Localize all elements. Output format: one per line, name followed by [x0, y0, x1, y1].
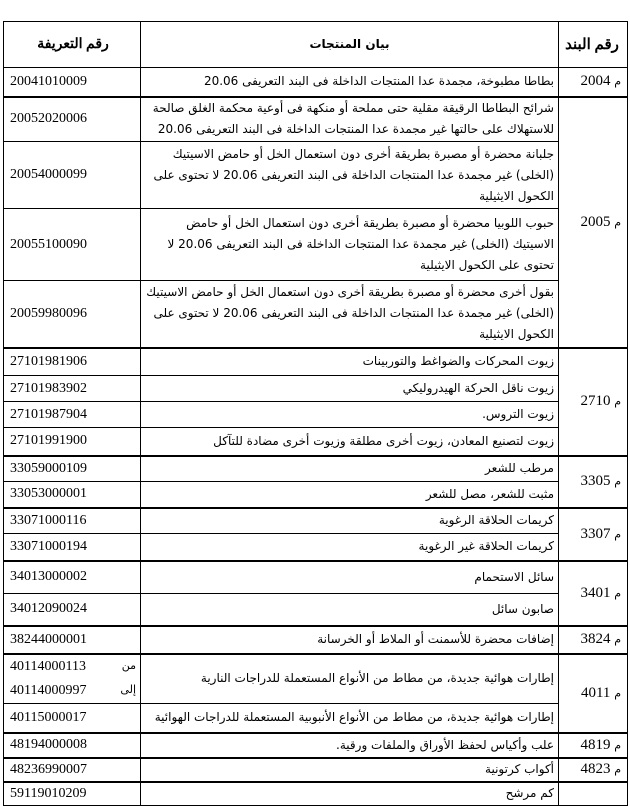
- table-row: [4, 402, 628, 428]
- item-number: [559, 654, 628, 733]
- tariff-code: 20055100090: [4, 209, 141, 281]
- product-description: زيوت ناقل الحركة الهيدروليكي: [141, 376, 559, 402]
- item-number-value: 2710: [580, 393, 611, 409]
- tariff-table: [3, 21, 628, 806]
- table-row: [4, 428, 628, 456]
- tariff-code: 48194000008: [4, 733, 141, 758]
- product-description: صابون سائل: [141, 594, 559, 626]
- item-number-value: 2004: [580, 73, 611, 90]
- table-row: [4, 561, 628, 594]
- table-row: [4, 733, 628, 758]
- table-row: [4, 654, 628, 704]
- item-number-value: 3824: [580, 631, 611, 647]
- tariff-code: 33071000116: [4, 508, 141, 534]
- product-description: إطارات هوائية جديدة، من مطاط من الأنواع الأنبوبية المستعملة للدراجات الهوائية: [141, 704, 559, 733]
- range-to-label: إلى: [120, 682, 136, 696]
- item-number-value: 3305: [580, 473, 611, 489]
- item-prefix: م: [614, 586, 621, 600]
- tariff-code: 34012090024: [4, 594, 141, 626]
- tariff-code: 27101983902: [4, 376, 141, 402]
- table-row: [4, 348, 628, 376]
- item-number: [559, 561, 628, 626]
- item-number: [559, 97, 628, 348]
- item-number: [559, 733, 628, 758]
- tariff-code: 48236990007: [4, 758, 141, 782]
- tariff-code: 33059000109: [4, 456, 141, 482]
- range-from-code: 40114000113: [10, 658, 86, 674]
- tariff-code: 27101981906: [4, 348, 141, 376]
- item-number-value: 4011: [580, 684, 611, 701]
- item-number: [559, 626, 628, 654]
- header-product-description: بيان المنتجات: [141, 22, 559, 68]
- product-description: شرائح البطاطا الرقيقة مقلية حتى مملحة أو منكهة فى أوعية محكمة الغلق صالحة للاستهلاك على حالتها غير مجمدة عدا المنتجات الداخلة فى البند التعريفى 20.06: [141, 97, 559, 142]
- product-description: بقول أخرى محضرة أو مصبرة بطريقة أخرى دون استعمال الخل أو حامض الاسيتيك (الخلى) غير مجمدة عدا المنتجات الداخلة فى البند التعريفى 20.06 لا تحتوى على الكحول الايثيلية: [141, 281, 559, 348]
- item-number: [559, 508, 628, 561]
- item-prefix: م: [614, 215, 621, 229]
- table-row: [4, 534, 628, 561]
- table-row: [4, 97, 628, 142]
- item-number-value: 4819: [580, 736, 611, 753]
- header-item-number: رقم البند: [559, 22, 628, 68]
- item-prefix: م: [614, 527, 621, 541]
- item-prefix: م: [614, 395, 621, 408]
- range-from-label: من: [121, 658, 136, 672]
- item-number-value: 4823: [580, 761, 611, 777]
- item-number: [559, 68, 628, 97]
- tariff-code: 59119010209: [4, 782, 141, 806]
- table-row: [4, 758, 628, 782]
- item-number-value: 3401: [580, 584, 611, 601]
- product-description: زيوت التروس.: [141, 402, 559, 428]
- item-number-value: 2005: [580, 213, 611, 230]
- tariff-code: 34013000002: [4, 561, 141, 594]
- product-description: مرطب للشعر: [141, 456, 559, 482]
- table-row: [4, 376, 628, 402]
- table-row: [4, 508, 628, 534]
- item-prefix: م: [614, 686, 621, 700]
- item-prefix: م: [614, 763, 621, 776]
- table-row: [4, 782, 628, 806]
- range-to-code: 40114000997: [10, 682, 87, 698]
- table-row: [4, 626, 628, 654]
- tariff-code: 33071000194: [4, 534, 141, 561]
- table-row: [4, 456, 628, 482]
- table-row: [4, 209, 628, 281]
- item-prefix: م: [614, 75, 621, 89]
- tariff-code: 20059980096: [4, 281, 141, 348]
- tariff-code: 20052020006: [4, 97, 141, 142]
- product-description: حبوب اللوبيا محضرة أو مصبرة بطريقة أخرى دون استعمال الخل أو حامض الاسيتيك (الخلى) غير مجمدة عدا المنتجات الداخلة فى البند التعريفى 20.06 لا تحتوى على الكحول الايثيلية: [141, 209, 559, 281]
- product-description: كم مرشح: [141, 782, 559, 806]
- item-number: [559, 758, 628, 782]
- item-number-value: 3307: [580, 525, 611, 542]
- tariff-code: 27101991900: [4, 428, 141, 456]
- table-row: [4, 482, 628, 508]
- item-prefix: م: [614, 475, 621, 488]
- tariff-code-range: [4, 654, 141, 704]
- product-description: سائل الاستحمام: [141, 561, 559, 594]
- product-description: مثبت للشعر، مصل للشعر: [141, 482, 559, 508]
- product-description: زيوت المحركات والضواغط والتوربينات: [141, 348, 559, 376]
- tariff-code: 27101987904: [4, 402, 141, 428]
- table-header-row: [4, 22, 628, 68]
- tariff-code: 20041010009: [4, 68, 141, 97]
- product-description: كريمات الحلاقة الرغوية: [141, 508, 559, 534]
- header-tariff-code: رقم التعريفة: [4, 22, 141, 68]
- item-number: [559, 456, 628, 508]
- table-row: [4, 68, 628, 97]
- table-row: [4, 281, 628, 348]
- table-row: [4, 142, 628, 209]
- product-description: إطارات هوائية جديدة، من مطاط من الأنواع المستعملة للدراجات النارية: [141, 654, 559, 704]
- product-description: كريمات الحلاقة غير الرغوية: [141, 534, 559, 561]
- table-row: [4, 704, 628, 733]
- table-row: [4, 594, 628, 626]
- item-prefix: م: [614, 633, 621, 646]
- tariff-code: 38244000001: [4, 626, 141, 654]
- product-description: بطاطا مطبوخة، مجمدة عدا المنتجات الداخلة فى البند التعريفى 20.06: [141, 68, 559, 97]
- product-description: جلبانة محضرة أو مصبرة بطريقة أخرى دون استعمال الخل أو حامض الاسيتيك (الخلى) غير مجمدة عدا المنتجات الداخلة فى البند التعريفى 20.06 لا تحتوى على الكحول الايثيلية: [141, 142, 559, 209]
- product-description: علب وأكياس لحفظ الأوراق والملفات ورقية.: [141, 733, 559, 758]
- tariff-code: 20054000099: [4, 142, 141, 209]
- item-number: [559, 348, 628, 456]
- product-description: أكواب كرتونية: [141, 758, 559, 782]
- product-description: زيوت لتصنيع المعادن، زيوت أخرى مطلقة وزيوت أخرى مضادة للتآكل: [141, 428, 559, 456]
- item-prefix: م: [614, 738, 621, 752]
- tariff-code: 40115000017: [4, 704, 141, 733]
- tariff-code: 33053000001: [4, 482, 141, 508]
- product-description: إضافات محضرة للأسمنت أو الملاط أو الخرسانة: [141, 626, 559, 654]
- item-number-empty: [559, 782, 628, 806]
